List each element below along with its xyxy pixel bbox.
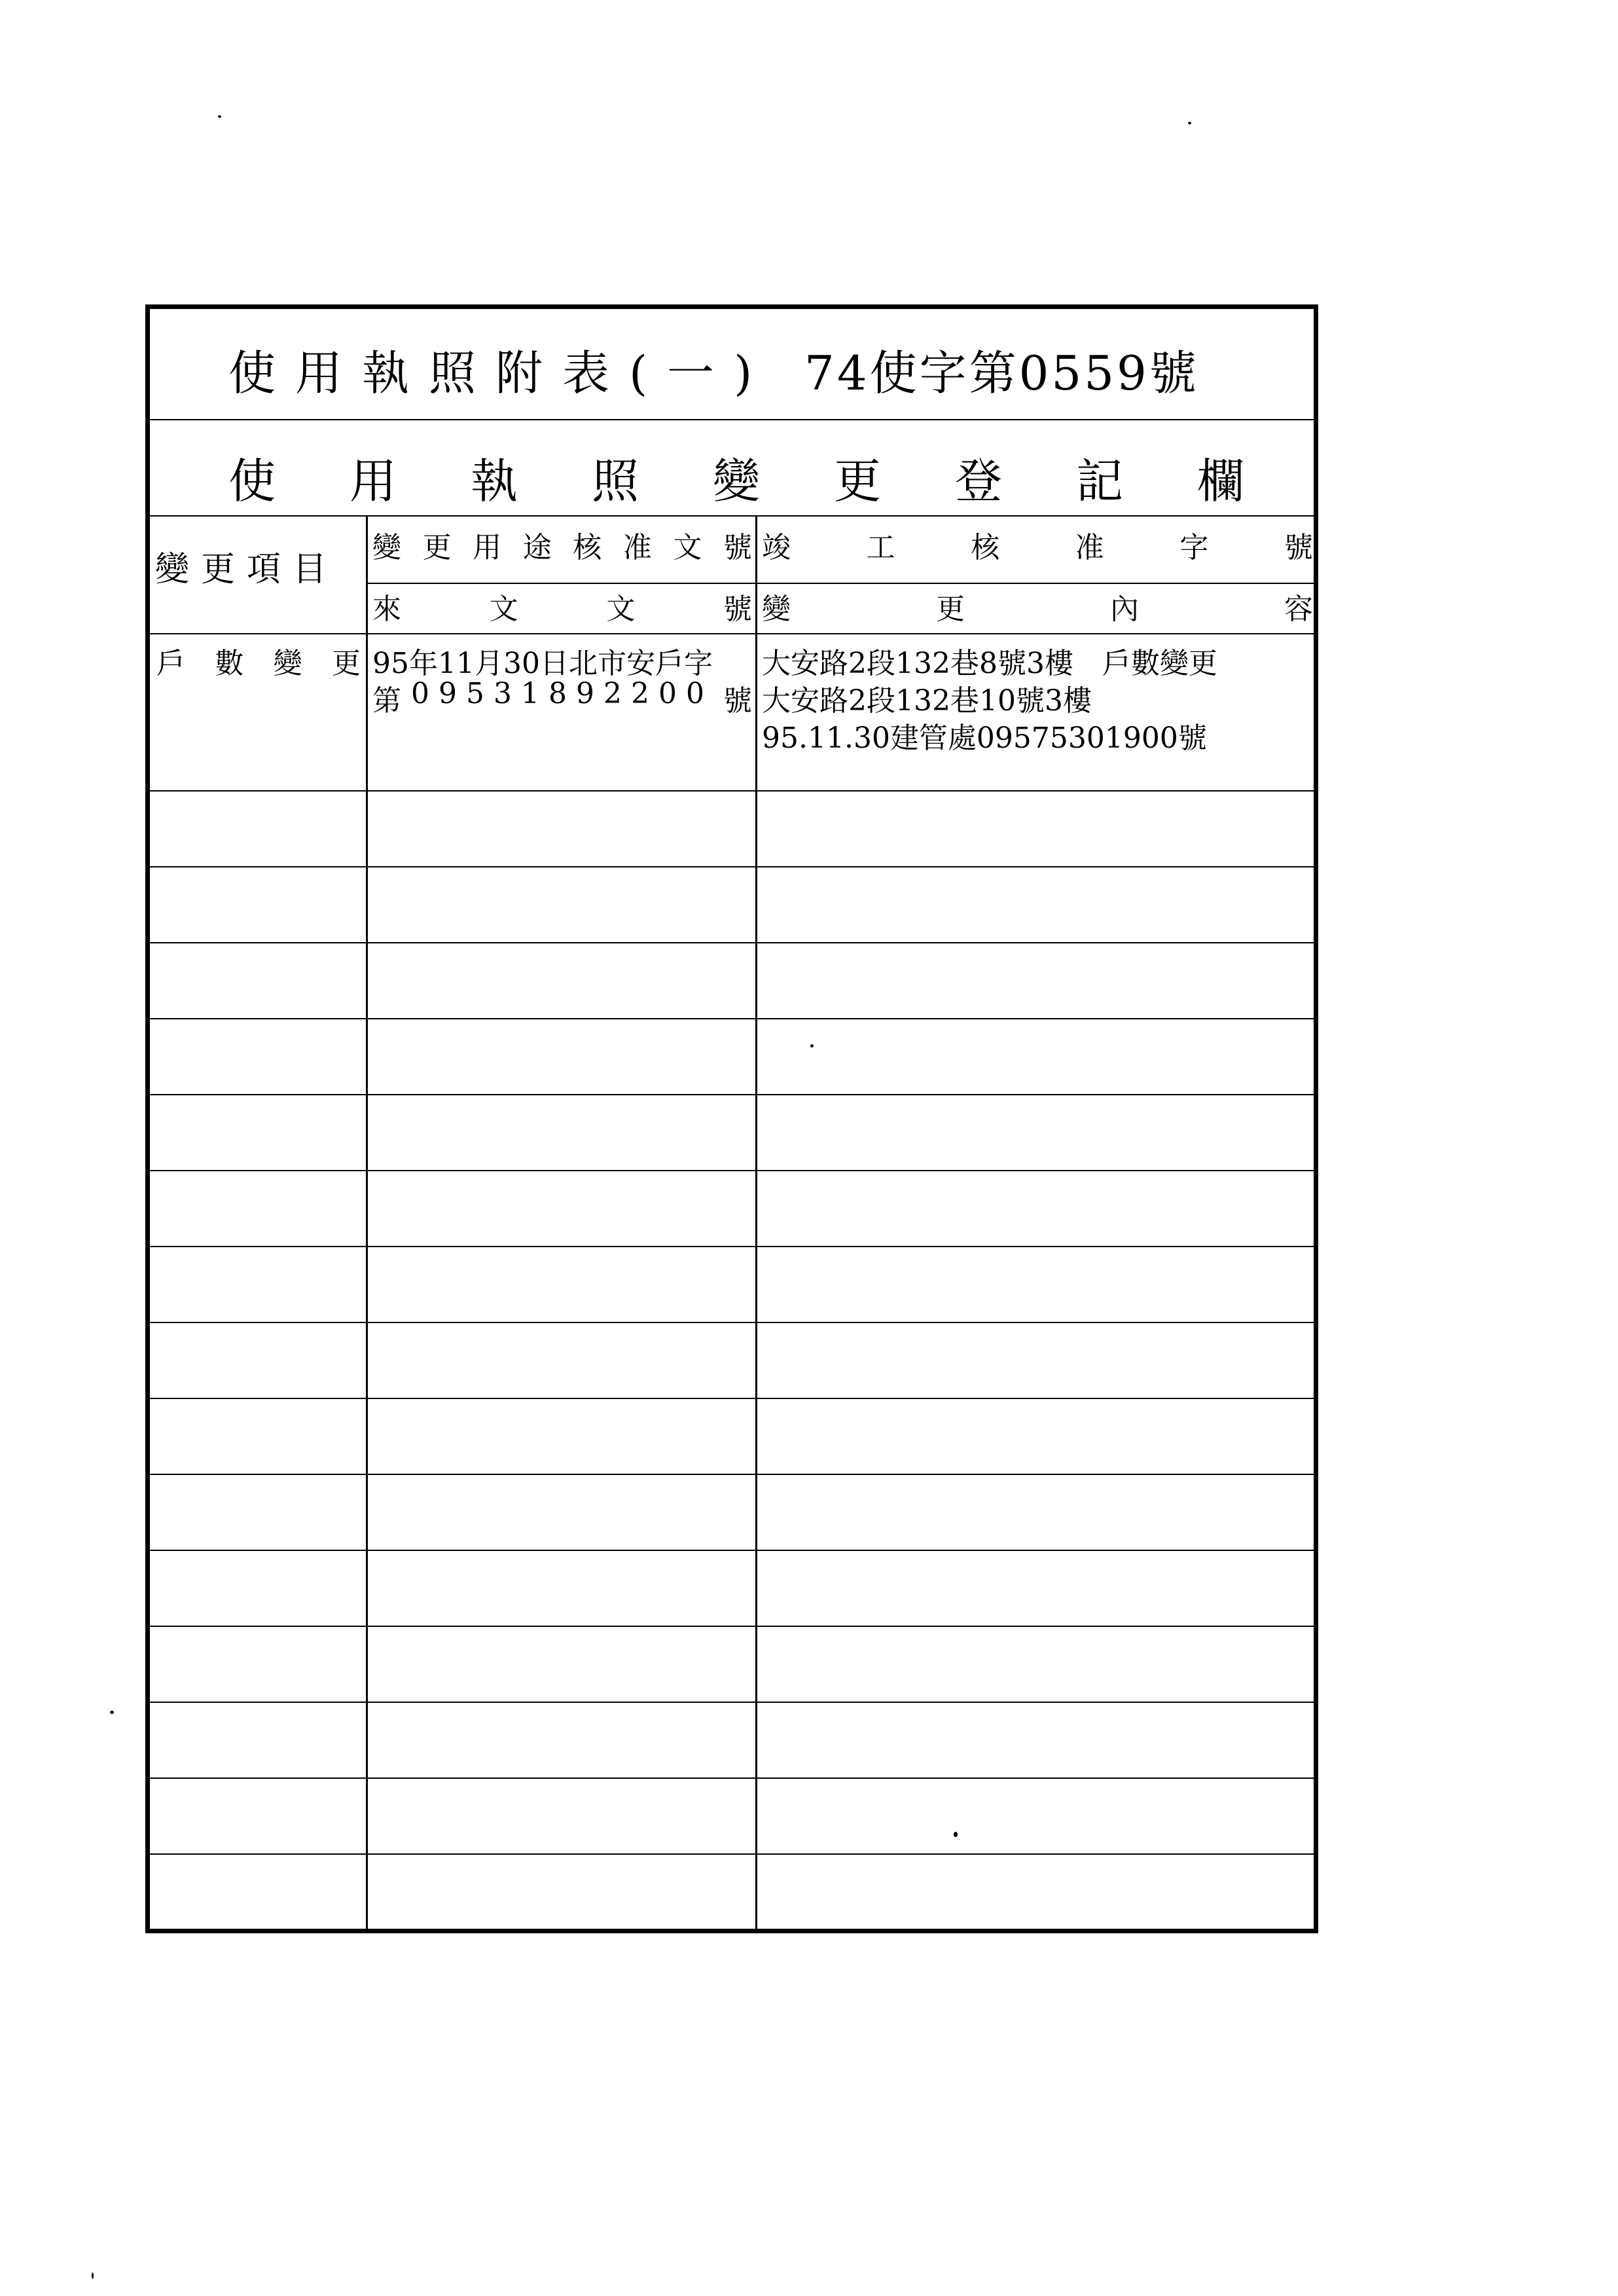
form-title: 使用執照附表(一): [228, 346, 772, 401]
subtitle-char: 執: [471, 454, 518, 509]
subtitle-char: 記: [1076, 454, 1124, 509]
header-incoming-doc-number: 來 文 文 號: [372, 592, 752, 626]
subtitle-char: 變: [713, 454, 761, 509]
subtitle-char: 照: [592, 454, 639, 509]
row-doc-line1: 95年11月30日北市安戶字: [372, 647, 713, 680]
header-completion-number: 竣 工 核 准 字 號: [762, 531, 1313, 564]
header-change-item: 變更項目: [155, 550, 339, 589]
scan-speck: [92, 2272, 94, 2279]
header-approval-doc-number: 變 更 用 途 核 准 文 號: [372, 531, 752, 564]
scan-speck: [110, 1711, 114, 1714]
row-content-line2: 大安路2段132巷10號3樓: [762, 684, 1092, 718]
permit-number: 74使字第0559號: [804, 346, 1199, 401]
subtitle-char: 用: [350, 454, 397, 509]
header-change-content: 變 更 內 容: [762, 592, 1313, 626]
subtitle-char: 使: [228, 454, 276, 509]
row-content-line3: 95.11.30建管處09575301900號: [762, 721, 1207, 755]
row-doc-line2: 第 09531892200 號: [372, 677, 752, 718]
usage-permit-form: [145, 304, 1318, 1933]
row-change-item: 戶 數 變 更: [156, 647, 361, 680]
row-content-line1: 大安路2段132巷8號3樓 戶數變更: [762, 647, 1217, 680]
subtitle-char: 更: [834, 454, 882, 509]
subtitle-char: 欄: [1197, 454, 1245, 509]
scan-speck: [1188, 122, 1191, 124]
scan-speck: [218, 115, 221, 118]
subtitle-char: 登: [955, 454, 1003, 509]
